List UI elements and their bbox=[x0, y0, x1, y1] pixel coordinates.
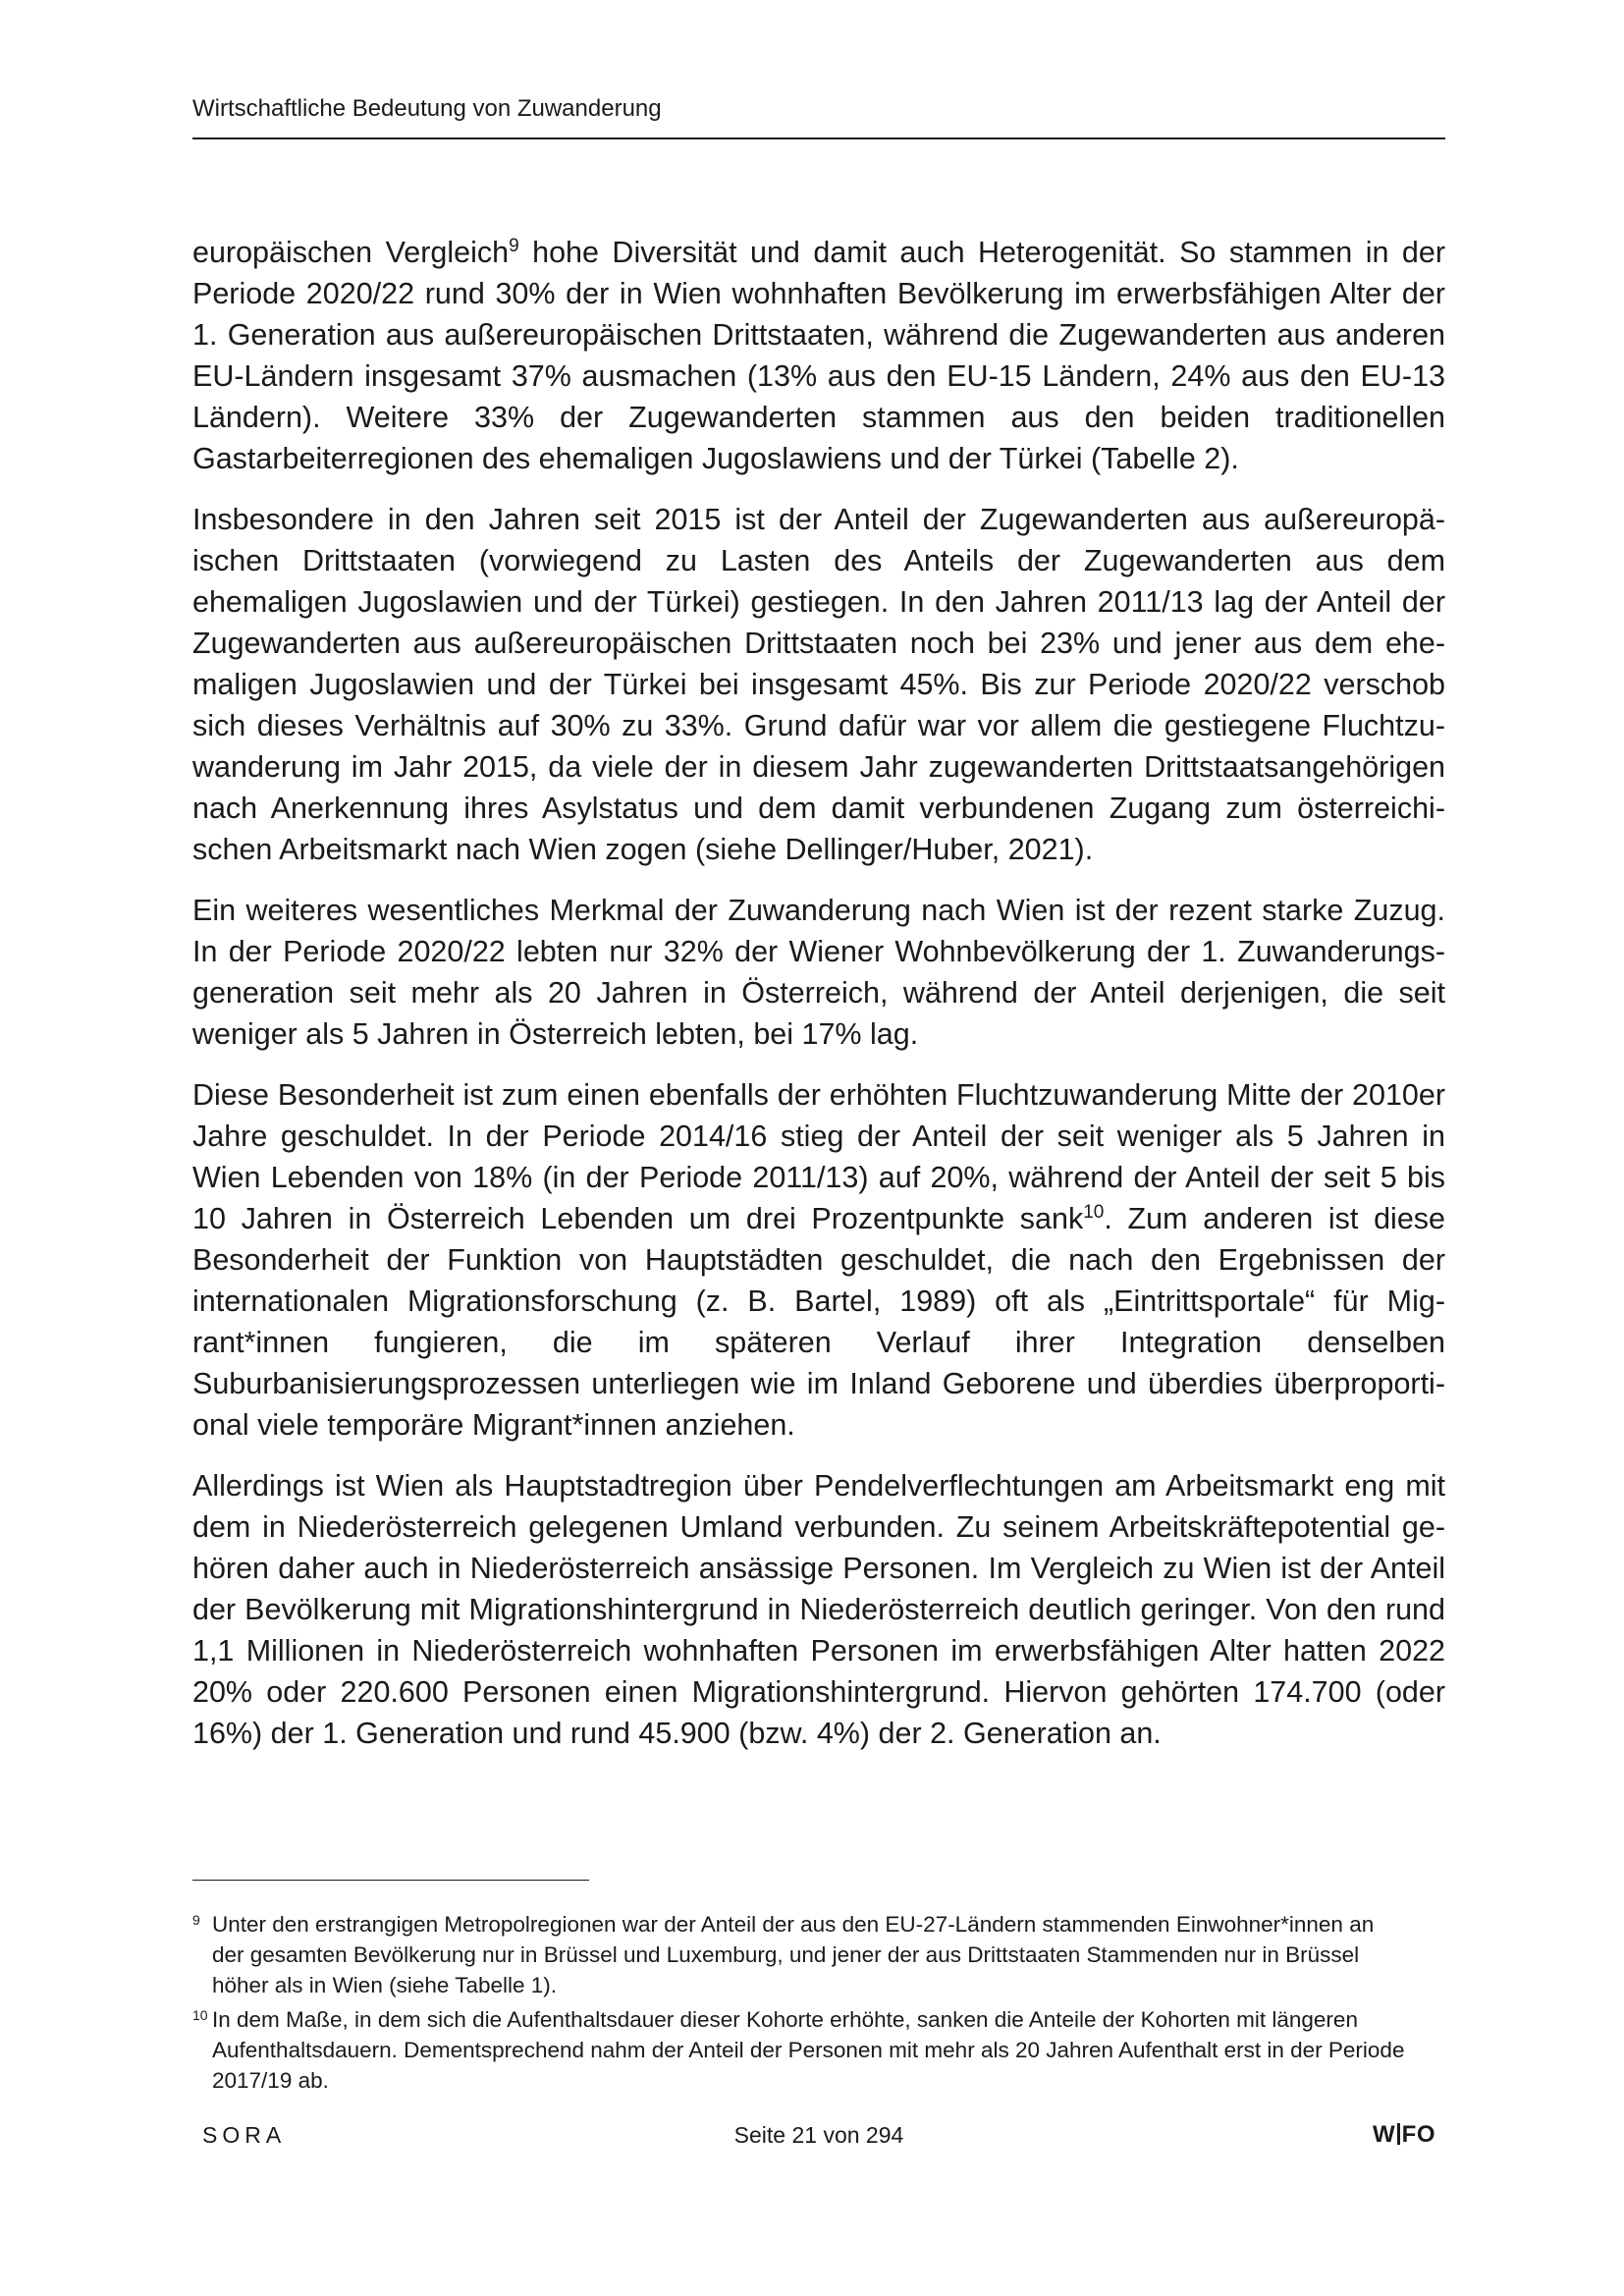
paragraph-4-text-b: . Zum anderen ist diese Besonderheit der Funktion von Hauptstädten geschuldet, die nach den Ergebnissen der internationalen Migrationsforschung (z. B. Bartel, 1989) oft als „Eintrittsportale“ für Migrant*innen fungieren, die im späteren Verlauf ihrer Integration denselben Suburbanisierungsprozessen unterliegen wie im Inland Geborene und überdies überproportional viele temporäre Migrant*innen anziehen. bbox=[192, 1202, 1445, 1442]
paragraph-5: Allerdings ist Wien als Hauptstadtregion über Pendelverflechtungen am Arbeitsmarkt eng mit dem in Niederösterreich gelegenen Umland verbunden. Zu seinem Arbeitskräftepotential gehören daher auch in Niederösterreich ansässige Personen. Im Vergleich zu Wien ist der Anteil der Bevölkerung mit Migrationshintergrund in Niederösterreich deutlich geringer. Von den rund 1,1 Millionen in Niederösterreich wohnhaften Personen im erwerbsfähigen Alter hatten 2022 20% oder 220.600 Personen einen Migrationshintergrund. Hiervon gehörten 174.700 (oder 16%) der 1. Generation und rund 45.900 (bzw. 4%) der 2. Generation an. bbox=[192, 1469, 1445, 1750]
paragraph-1-text-a: europäischen Vergleich bbox=[192, 236, 510, 269]
footnote-text: In dem Maße, in dem sich die Aufenthaltsdauer dieser Kohorte erhöhte, sanken die Anteile der Kohorten mit längeren Aufenthaltsdauern. Dementsprechend nahm der Anteil der Personen mit mehr als 20 Jahren Aufenthalt erst in der Periode 2017/19 ab. bbox=[212, 2007, 1405, 2093]
footnote-text: Unter den erstrangigen Metropolregionen war der Anteil der aus den EU-27-Ländern stammenden Einwohner*innen an der gesamten Bevölkerung nur in Brüssel und Luxemburg, und jener der aus Drittstaaten Stammenden nur in Brüssel höher als in Wien (siehe Tabelle 1). bbox=[212, 1912, 1375, 1997]
wifo-logo-bar bbox=[1397, 2123, 1400, 2145]
page-footer bbox=[192, 2119, 1445, 2153]
running-title: Wirtschaftliche Bedeutung von Zuwanderung bbox=[192, 95, 662, 122]
paragraph-1 bbox=[192, 232, 1445, 479]
footnote-10 bbox=[192, 2004, 1410, 2096]
paragraph-2: Insbesondere in den Jahren seit 2015 ist der Anteil der Zugewanderten aus außereuropäischen Drittstaaten (vorwiegend zu Lasten des Anteils der Zugewanderten aus dem ehemaligen Jugoslawien und der Türkei) gestiegen. In den Jahren 2011/13 lag der Anteil der Zugewanderten aus außereuropäischen Drittstaaten noch bei 23% und jener aus dem ehemaligen Jugoslawien und der Türkei bei insgesamt 45%. Bis zur Periode 2020/22 verschob sich dieses Verhältnis auf 30% zu 33%. Grund dafür war vor allem die gestiegene Fluchtzuwanderung im Jahr 2015, da viele der in diesem Jahr zugewanderten Drittstaatsangehörigen nach Anerkennung ihres Asylstatus und dem damit verbundenen Zugang zum österreichischen Arbeitsmarkt nach Wien zogen (siehe Dellinger/Huber, 2021). bbox=[192, 503, 1445, 866]
wifo-logo-w: W bbox=[1373, 2121, 1396, 2148]
wifo-logo bbox=[1373, 2119, 1435, 2151]
footnote-ref-10[interactable]: 10 bbox=[1083, 1201, 1105, 1223]
footnote-mark: 9 bbox=[192, 1912, 200, 1928]
paragraph-3: Ein weiteres wesentliches Merkmal der Zuwanderung nach Wien ist der rezent starke Zuzug. In der Periode 2020/22 lebten nur 32% der Wiener Wohnbevölkerung der 1. Zuwanderungsgeneration seit mehr als 20 Jahren in Österreich, während der Anteil derjenigen, die seit weniger als 5 Jahren in Österreich lebten, bei 17% lag. bbox=[192, 894, 1445, 1051]
footnote-9 bbox=[192, 1909, 1410, 2000]
footnotes bbox=[192, 1909, 1410, 2100]
footnote-mark: 10 bbox=[192, 2007, 208, 2023]
wifo-logo-fo: FO bbox=[1401, 2121, 1435, 2148]
footnote-ref-9[interactable]: 9 bbox=[509, 235, 519, 256]
paragraph-4-text-a: Diese Besonderheit ist zum einen ebenfalls der erhöhten Fluchtzuwanderung Mitte der 2010er Jahre geschuldet. In der Periode 2014/16 stieg der Anteil der seit weniger als 5 Jahren in Wien Lebenden von 18% (in der Periode 2011/13) auf 20%, während der Anteil der seit 5 bis 10 Jahren in Österreich Lebenden um drei Prozentpunkte sank bbox=[192, 1078, 1445, 1235]
paragraph-4 bbox=[192, 1074, 1445, 1446]
sora-logo: SORA bbox=[202, 2122, 287, 2148]
main-body bbox=[192, 232, 1445, 1774]
paragraph-1-text-b: hohe Diversität und damit auch Heterogenität. So stammen in der Periode 2020/22 rund 30% der in Wien wohnhaften Bevölkerung im erwerbsfähigen Alter der 1. Generation aus außereuropäischen Drittstaaten, während die Zugewanderten aus anderen EU-Ländern insgesamt 37% ausmachen (13% aus den EU-15 Ländern, 24% aus den EU-13 Ländern). Weitere 33% der Zugewanderten stammen aus den beiden traditionellen Gastarbeiterregionen des ehemaligen Jugoslawiens und der Türkei (Tabelle 2). bbox=[192, 236, 1446, 475]
page-number: Seite 21 von 294 bbox=[733, 2122, 904, 2148]
page-header bbox=[192, 94, 1445, 139]
footnote-separator bbox=[192, 1880, 589, 1881]
